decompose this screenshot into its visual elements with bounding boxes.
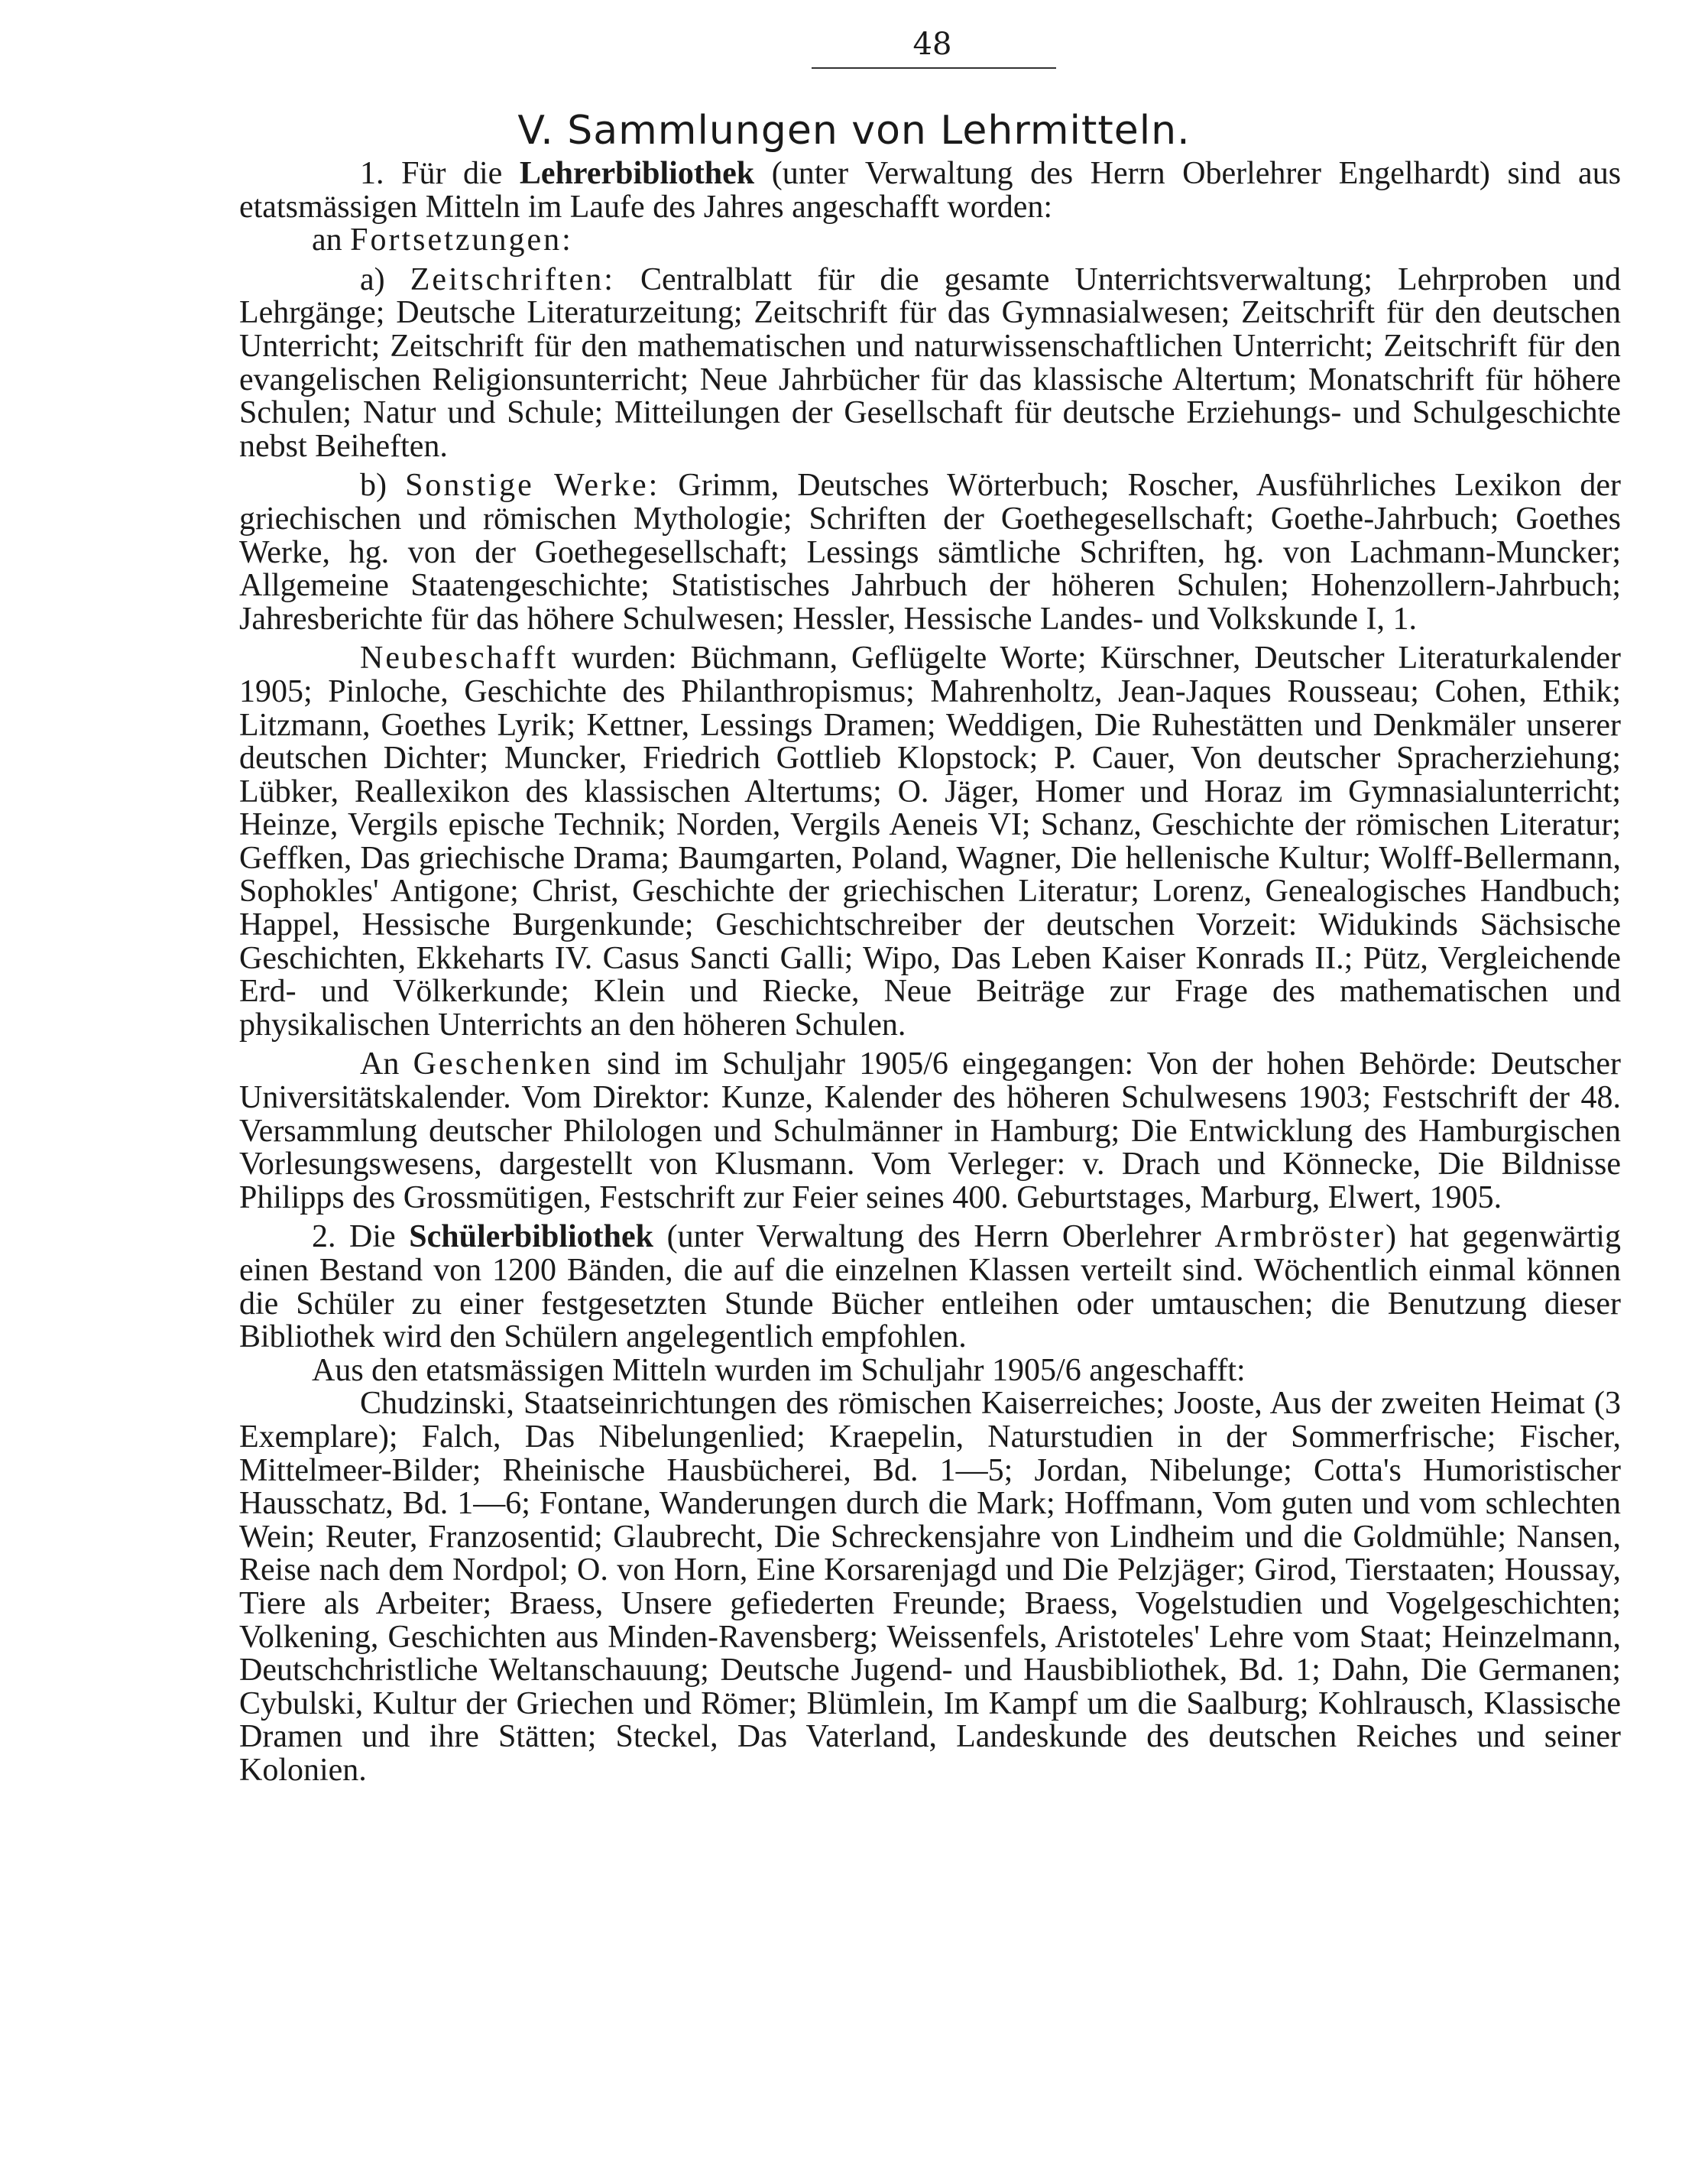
- fortsetzungen-label: Fortsetzungen:: [350, 222, 573, 258]
- section-heading: V. Sammlungen von Lehrmitteln.: [517, 108, 1191, 154]
- zeitschriften-text: Centralblatt für die gesamte Unterrichtsverwaltung; Lehrproben und Lehrgänge; Deutsche Literaturzeitung; Zeitschrift für das Gymnasialwesen; Zeitschrift für den deutschen Unterricht; Zeitschrift für den mathematischen und naturwissenschaftlichen Unterricht; Zeitschrift für den evangelischen Religionsunterricht; Neue Jahrbücher für das klassische Altertum; Monatschrift für höhere Schulen; Natur und Schule; Mitteilungen der Gesellschaft für deutsche Erziehungs- und Schulgeschichte nebst Beiheften.: [239, 261, 1621, 464]
- lehrer-intro-text: (unter Verwaltung des Herrn Oberlehrer Engelhardt) sind aus etatsmässigen Mitteln im Laufe des Jahres angeschafft worden:: [239, 156, 1622, 225]
- schueler-book-list: Chudzinski, Staatseinrichtungen des römischen Kaiserreiches; Jooste, Aus der zweiten Heimat (3 Exemplare); Falch, Das Nibelungenlied; Kraepelin, Naturstudien in der Sommerfrische; Fischer, Mittelmeer-Bilder; Rheinische Hausbücherei, Bd. 1—5; Jordan, Nibelunge; Cotta's Humoristischer Hausschatz, Bd. 1—6; Fontane, Wanderungen durch die Mark; Hoffmann, Vom guten und vom schlechten Wein; Reuter, Franzosentid; Glaubrecht, Die Schreckensjahre von Lindheim und die Goldmühle; Nansen, Reise nach dem Nordpol; O. von Horn, Eine Korsarenjagd und Die Pelzjäger; Girod, Tierstaaten; Houssay, Tiere als Arbeiter; Braess, Unsere gefiederten Freunde; Braess, Vogelstudien und Vogelgeschichten; Volkening, Geschichten aus Minden-Ravensberg; Weissenfels, Aristoteles' Lehre vom Staat; Heinzelmann, Deutschchristliche Weltanschauung; Deutsche Jugend- und Hausbibliothek, Bd. 1; Dahn, Die Germanen; Cybulski, Kultur der Griechen und Römer; Blümlein, Im Kampf um die Saalburg; Kohlrausch, Klassische Dramen und ihre Stätten; Steckel, Das Vaterland, Landeskunde des deutschen Reiches und seiner Kolonien.: [239, 1386, 1621, 1788]
- zeitschriften-paragraph: [239, 261, 1621, 464]
- lehrerbibliothek-title: Lehrerbibliothek: [519, 156, 755, 191]
- schuelerbibliothek-title: Schülerbibliothek: [409, 1219, 654, 1255]
- sonstige-text: Grimm, Deutsches Wörterbuch; Roscher, Ausführliches Lexikon der griechischen und römischen Mythologie; Schriften der Goethegesellschaft; Goethe-Jahrbuch; Goethes Werke, hg. von der Goethegesellschaft; Lessings sämtliche Schriften, hg. von Lachmann-Muncker; Allgemeine Staatengeschichte; Statistisches Jahrbuch der höheren Schulen; Hohenzollern-Jahrbuch; Jahresberichte für das höhere Schulwesen; Hessler, Hessische Landes- und Volkskunde I, 1.: [239, 468, 1622, 637]
- zeitschriften-prefix: a): [360, 261, 385, 297]
- fortsetzungen-heading: [239, 224, 1621, 258]
- schueler-number: 2. Die: [312, 1219, 396, 1255]
- schueler-curator: Armbröster: [1214, 1219, 1386, 1255]
- fortsetzungen-prefix: an: [312, 222, 342, 258]
- page-number-rule: [812, 67, 1056, 69]
- geschenke-paragraph: [239, 1048, 1621, 1215]
- lehrerbibliothek-intro: [239, 157, 1621, 224]
- neubeschafft-paragraph: [239, 642, 1621, 1042]
- neubeschafft-text: wurden: Büchmann, Geflügelte Worte; Kürschner, Deutscher Literaturkalender 1905; Pinloche, Geschichte des Philanthropismus; Mahrenholtz, Jean-Jaques Rousseau; Cohen, Ethik; Litzmann, Goethes Lyrik; Kettner, Lessings Dramen; Weddigen, Die Ruhestätten und Denkmäler unserer deutschen Dichter; Muncker, Friedrich Gottlieb Klopstock; P. Cauer, Von deutscher Spracherziehung; Lübker, Reallexikon des klassischen Altertums; O. Jäger, Homer und Horaz im Gymnasialunterricht; Heinze, Vergils epische Technik; Norden, Vergils Aeneis VI; Schanz, Geschichte der römischen Literatur; Geffken, Das griechische Drama; Baumgarten, Poland, Wagner, Die hellenische Kultur; Wolff-Bellermann, Sophokles' Antigone; Christ, Geschichte der griechischen Literatur; Lorenz, Genealogisches Handbuch; Happel, Hessische Burgenkunde; Geschichtschreiber der deutschen Vorzeit: Widukinds Sächsische Geschichten, Ekkeharts IV. Casus Sancti Galli; Wipo, Das Leben Kaiser Konrads II.; Pütz, Vergleichende Erd- und Völkerkunde; Klein und Riecke, Neue Beiträge zur Frage des mathematischen und physikalischen Unterrichts an den höheren Schulen.: [239, 641, 1621, 1043]
- geschenke-prefix: An: [360, 1046, 400, 1082]
- lehrer-number: 1. Für die: [360, 156, 503, 191]
- schueler-text-before: (unter Verwaltung des Herrn Oberlehrer: [666, 1219, 1201, 1255]
- sonstige-prefix: b): [360, 468, 387, 504]
- schueler-text-after: ) hat gegenwärtig einen Bestand von 1200 Bänden, die auf die einzelnen Klassen verteilt sind. Wöchentlich einmal können die Schüler zu einer festgesetzten Stunde Bücher entleihen oder umtauschen; die Benutzung dieser Bibliothek wird den Schülern angelegentlich empfohlen.: [239, 1219, 1621, 1355]
- zeitschriften-label: Zeitschriften:: [410, 261, 615, 297]
- aus-mitteln-line: Aus den etatsmässigen Mitteln wurden im Schuljahr 1905/6 angeschafft:: [312, 1352, 1246, 1388]
- schuelerbibliothek-paragraph: [239, 1221, 1621, 1354]
- neubeschafft-label: Neubeschafft: [360, 641, 559, 676]
- sonstige-label: Sonstige Werke:: [405, 468, 660, 504]
- body-text: [239, 157, 1621, 1788]
- geschenke-label: Geschenken: [413, 1046, 593, 1082]
- sonstige-werke-paragraph: [239, 469, 1621, 636]
- page-number: 48: [912, 27, 952, 62]
- geschenke-text: sind im Schuljahr 1905/6 eingegangen: Von der hohen Behörde: Deutscher Universitätskalender. Vom Direktor: Kunze, Kalender des höheren Schulwesens 1903; Festschrift der 48. Versammlung deutscher Philologen und Schulmänner in Hamburg; Die Entwicklung des Hamburgischen Vorlesungswesens, dargestellt von Klusmann. Vom Verleger: v. Drach und Könnecke, Die Bildnisse Philipps des Grossmütigen, Festschrift zur Feier seines 400. Geburtstages, Marburg, Elwert, 1905.: [239, 1046, 1622, 1215]
